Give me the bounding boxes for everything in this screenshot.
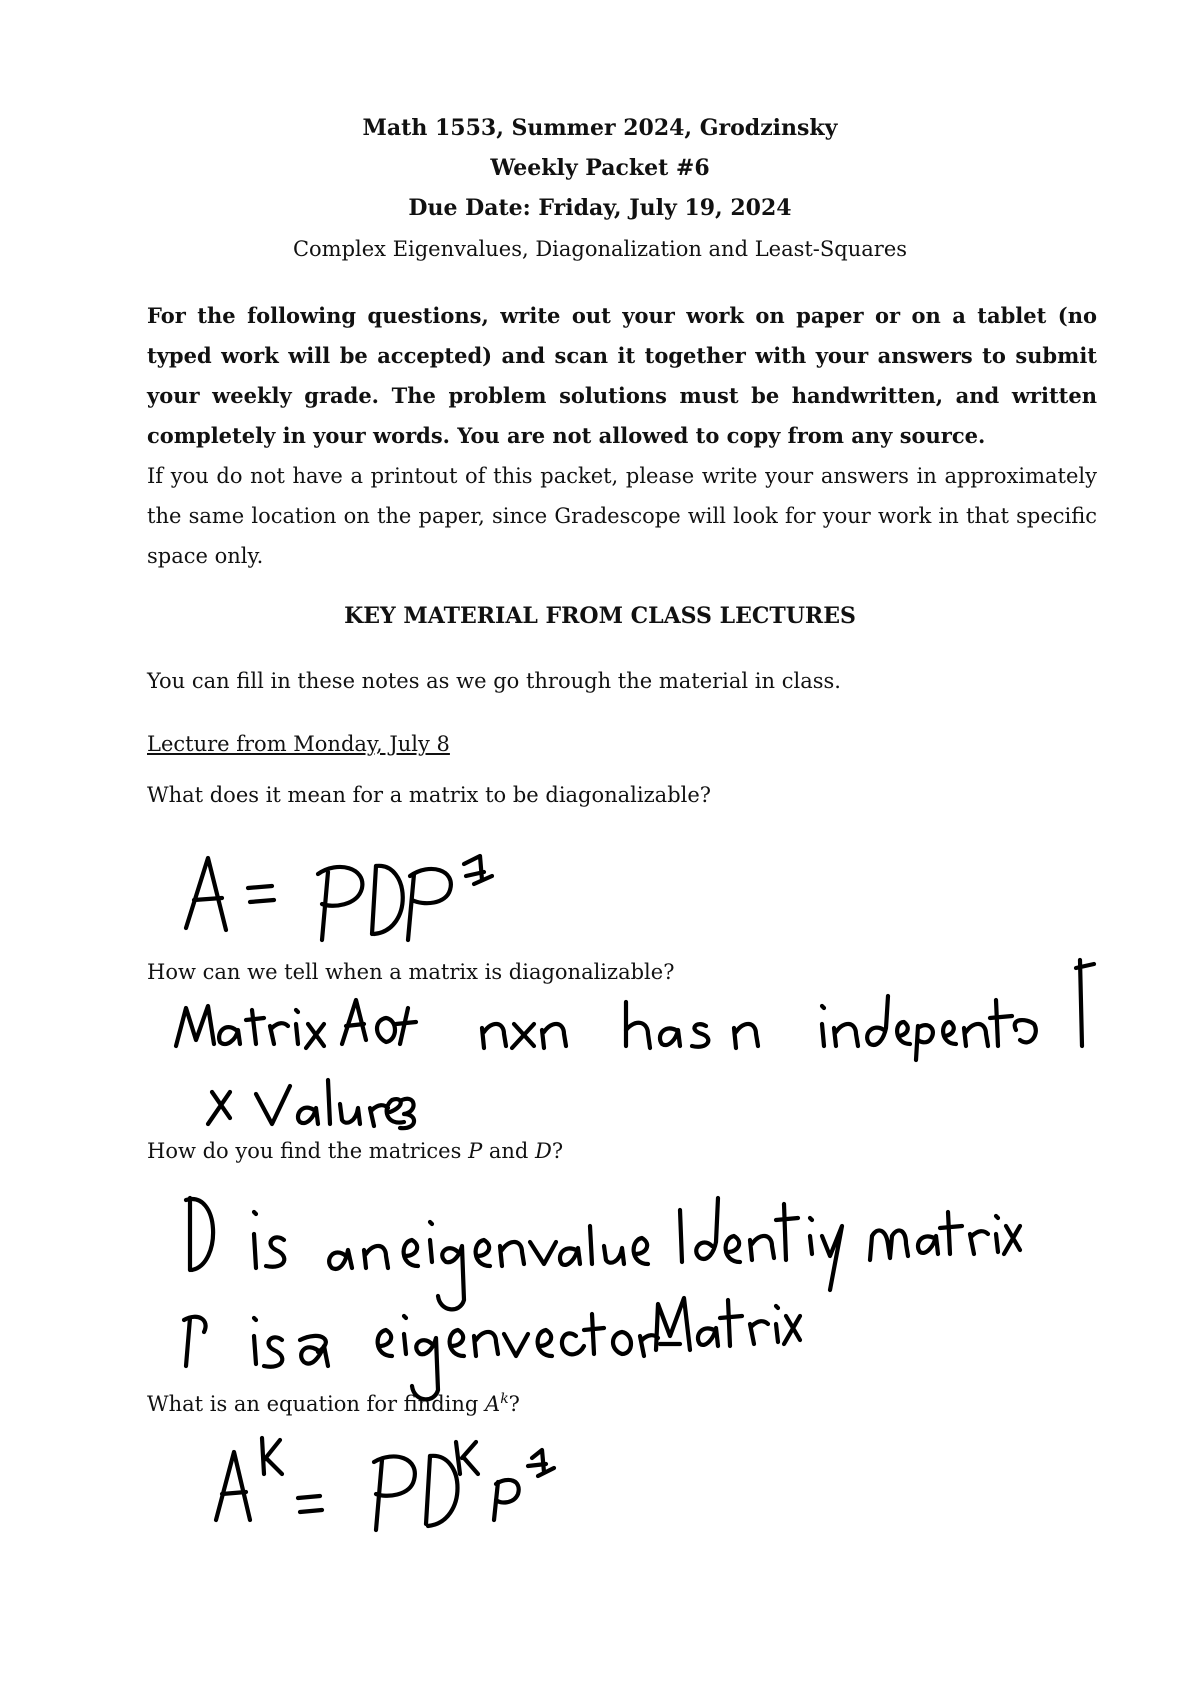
answer-1-text: A = PDP⁻¹ xyxy=(190,900,196,901)
handwritten-answer-3 xyxy=(184,1198,1020,1399)
lecture-heading: Lecture from Monday, July 8 xyxy=(147,732,450,756)
var-p: P xyxy=(468,1139,483,1163)
var-d: D xyxy=(535,1139,552,1163)
question-1: What does it mean for a matrix to be diagonalizable? xyxy=(147,783,712,807)
question-3 xyxy=(147,1137,563,1165)
question-3-prefix: How do you find the matrices xyxy=(147,1139,469,1163)
section-intro: You can fill in these notes as we go through the material in class. xyxy=(147,669,841,693)
course-title: Math 1553, Summer 2024, Grodzinsky xyxy=(362,115,838,141)
answer-2-text: Matrix A of nxn has n independent λ values xyxy=(176,1040,199,1041)
question-4-suffix: ? xyxy=(508,1392,520,1416)
instructions-normal: If you do not have a printout of this packet, please write your answers in approximately the same location on the paper, since Gradescope will look for your work in that specific space only. xyxy=(147,464,1097,568)
handwritten-answer-4 xyxy=(216,1438,554,1530)
question-4 xyxy=(147,1385,520,1418)
topics-subtitle: Complex Eigenvalues, Diagonalization and Least-Squares xyxy=(292,237,908,261)
question-3-suffix: ? xyxy=(551,1139,564,1163)
due-date: Due Date: Friday, July 19, 2024 xyxy=(408,195,792,221)
question-3-mid: and xyxy=(482,1139,536,1163)
handwritten-answer-1 xyxy=(186,856,492,940)
instructions-block xyxy=(147,296,1097,576)
instructions-bold: For the following questions, write out your work on paper or on a tablet (no typed work will be accepted) and scan it together with your answers to submit your weekly grade. The problem solutions must be handwritten, and written completely in your words. You are not allowed to copy from any source. xyxy=(147,303,1097,448)
question-4-prefix: What is an equation for finding xyxy=(147,1392,486,1416)
answer-3-text: D is an eigenvalue identity matrix / P is a eigenvector matrix xyxy=(184,1230,215,1231)
section-title: KEY MATERIAL FROM CLASS LECTURES xyxy=(344,603,856,629)
question-2: How can we tell when a matrix is diagonalizable? xyxy=(147,960,675,984)
packet-title: Weekly Packet #6 xyxy=(490,155,710,181)
var-a: A xyxy=(485,1392,501,1416)
superscript-k: k xyxy=(500,1391,509,1407)
answer-4-text: Aᵏ = PDᵏP⁻¹ xyxy=(216,1510,223,1511)
